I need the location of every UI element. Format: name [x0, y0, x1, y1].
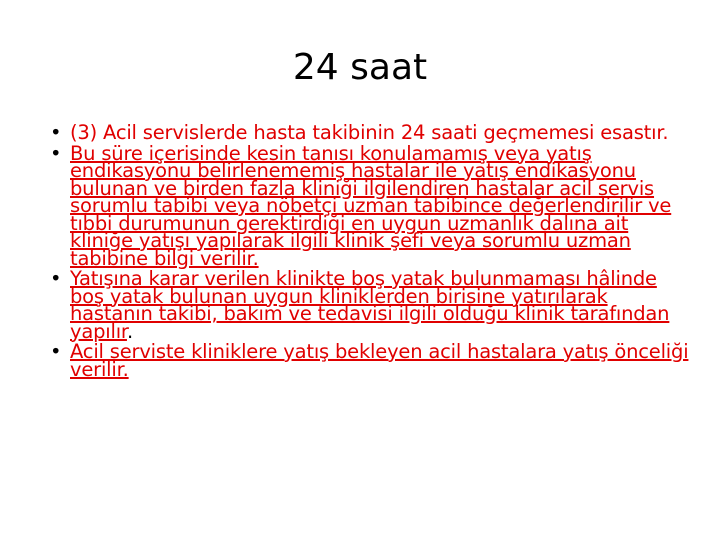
bullet-list	[50, 121, 690, 381]
bullet-trail-3: .	[126, 319, 133, 343]
slide-title: 24 saat	[292, 47, 428, 88]
bullet-item-2	[50, 141, 690, 270]
bullet-item-3	[50, 267, 690, 343]
bullet-item-4	[50, 340, 690, 381]
bullet-text-2: Bu süre içerisinde kesin tanısı konulamamış veya yatış endikasyonu belirlenememiş hastalar ile yatış endikasyonu bulunan ve birden fazla kliniği ilgilendiren hastalar acil servis sorumlu tabibi veya nöbetçi uzman tabibince değerlendirilir ve tıbbi durumunun gerektirdiği en uygun uzmanlık dalına ait kliniğe yatışı yapılarak ilgili klinik şefi veya sorumlu uzman tabibine bilgi verilir.	[70, 141, 672, 270]
bullet-item-1	[50, 121, 690, 144]
bullet-text-3: Yatışına karar verilen klinikte boş yatak bulunmaması hâlinde boş yatak bulunan uygun kliniklerden birisine yatırılarak hastanın takibi, bakım ve tedavisi ilgili olduğu klinik tarafından yapılır	[70, 267, 670, 343]
bullet-text-1: (3) Acil servislerde hasta takibinin 24 saati geçmemesi esastır.	[70, 121, 669, 144]
bullet-text-4: Acil serviste kliniklere yatış bekleyen acil hastalara yatış önceliği verilir.	[70, 340, 689, 381]
